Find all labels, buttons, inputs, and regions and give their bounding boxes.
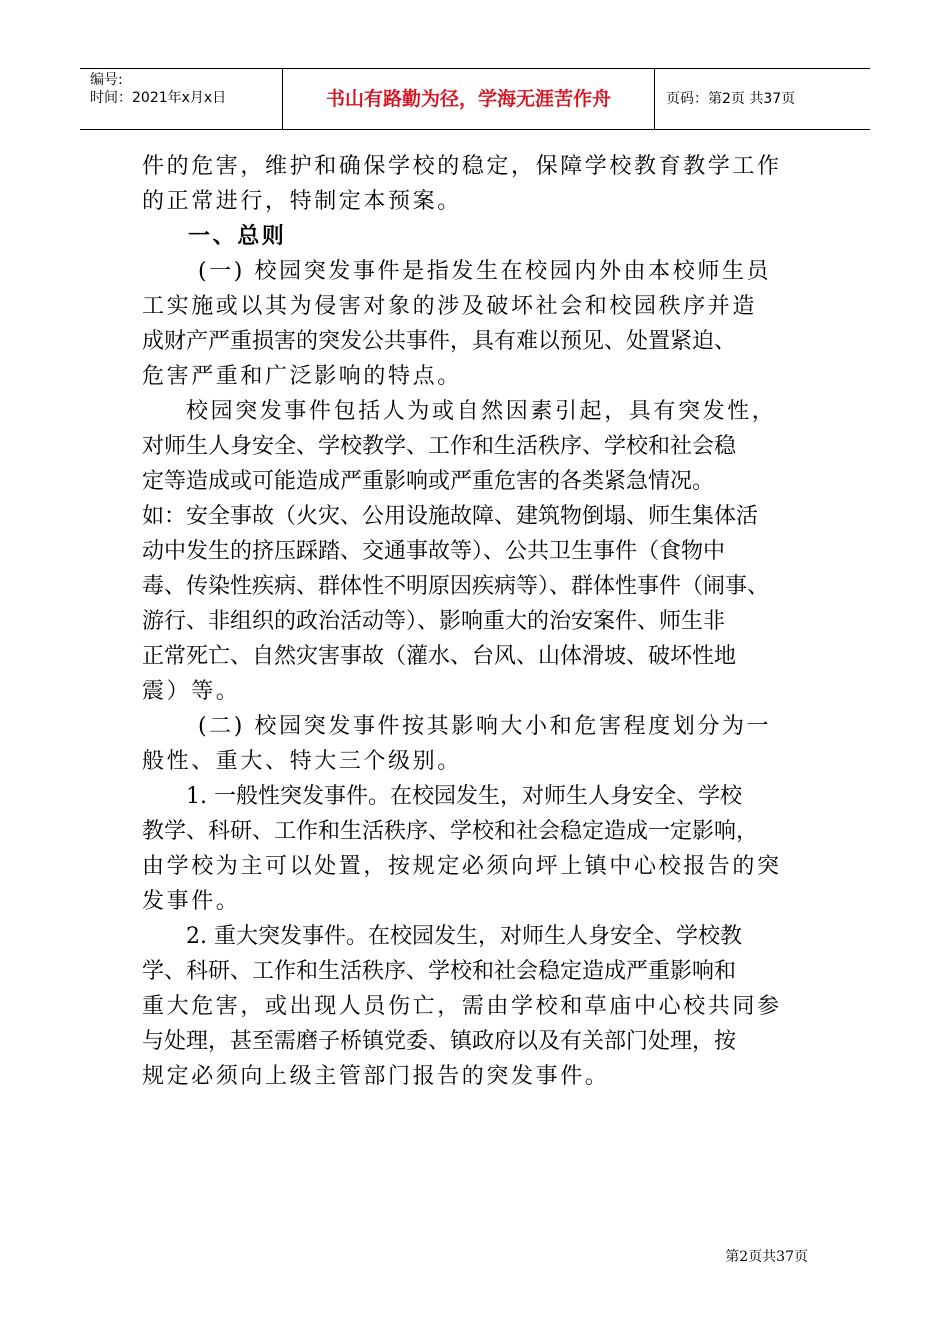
body-line: 与处理，甚至需磨子桥镇党委、镇政府以及有关部门处理，按 bbox=[142, 1029, 737, 1054]
paragraph-first-line: 校园突发事件包括人为或自然因素引起，具有突发性， bbox=[186, 399, 777, 424]
document-body bbox=[142, 149, 822, 1094]
header-motto: 书山有路勤为径，学海无涯苦作舟 bbox=[325, 88, 611, 110]
body-line: 工实施或以其为侵害对象的涉及破坏社会和校园秩序并造 bbox=[142, 294, 758, 319]
body-line: 成财产严重损害的突发公共事件，具有难以预见、处置紧迫、 bbox=[142, 329, 737, 354]
section-heading: 一、总则 bbox=[188, 223, 287, 249]
paragraph-first-line: (一) 校园突发事件是指发生在校园内外由本校师生员 bbox=[198, 259, 772, 284]
header-meta bbox=[90, 71, 282, 107]
body-line: 危害严重和广泛影响的特点。 bbox=[142, 364, 462, 389]
serial-number-label: 编号: bbox=[90, 72, 123, 88]
body-line: 发事件。 bbox=[142, 889, 241, 914]
body-line: 动中发生的挤压踩踏、交通事故等）、公共卫生事件（食物中 bbox=[142, 539, 726, 564]
body-line: 由学校为主可以处置，按规定必须向坪上镇中心校报告的突 bbox=[142, 854, 782, 879]
body-line: 规定必须向上级主管部门报告的突发事件。 bbox=[142, 1064, 610, 1089]
header-divider bbox=[654, 69, 655, 129]
paragraph-first-line: (二) 校园突发事件按其影响大小和危害程度划分为一 bbox=[198, 714, 772, 739]
body-line: 正常死亡、自然灾害事故（灌水、台风、山体滑坡、破坏性地 bbox=[142, 644, 737, 669]
body-line: 学、科研、工作和生活秩序、学校和社会稳定造成严重影响和 bbox=[142, 959, 737, 984]
body-line: 如：安全事故（火灾、公用设施故障、建筑物倒塌、师生集体活 bbox=[142, 504, 759, 529]
body-line: 游行、非组织的政治活动等）、影响重大的治安案件、师生非 bbox=[142, 609, 726, 634]
body-line: 震）等。 bbox=[142, 679, 241, 704]
body-line: 对师生人身安全、学校教学、工作和生活秩序、学校和社会稳 bbox=[142, 434, 737, 459]
paragraph-first-line: 2. 重大突发事件。在校园发生，对师生人身安全、学校教 bbox=[186, 924, 742, 949]
date-label: 时间：2021年x月x日 bbox=[90, 90, 227, 106]
body-line: 定等造成或可能造成严重影响或严重危害的各类紧急情况。 bbox=[142, 469, 715, 494]
paragraph-first-line: 1. 一般性突发事件。在校园发生，对师生人身安全、学校 bbox=[186, 784, 742, 809]
body-line: 重大危害，或出现人员伤亡，需由学校和草庙中心校共同参 bbox=[142, 994, 782, 1019]
page-header bbox=[80, 68, 870, 130]
body-line: 毒、传染性疾病、群体性不明原因疾病等）、群体性事件（闹事、 bbox=[142, 574, 770, 599]
body-line: 件的危害，维护和确保学校的稳定，保障学校教育教学工作 bbox=[142, 154, 782, 179]
header-page-number: 页码：第2页 共37页 bbox=[666, 91, 796, 107]
page-footer-number: 第2页共37页 bbox=[725, 1249, 808, 1265]
body-line: 般性、重大、特大三个级别。 bbox=[142, 749, 462, 774]
body-line: 教学、科研、工作和生活秩序、学校和社会稳定造成一定影响， bbox=[142, 819, 759, 844]
body-line: 的正常进行，特制定本预案。 bbox=[142, 189, 462, 214]
